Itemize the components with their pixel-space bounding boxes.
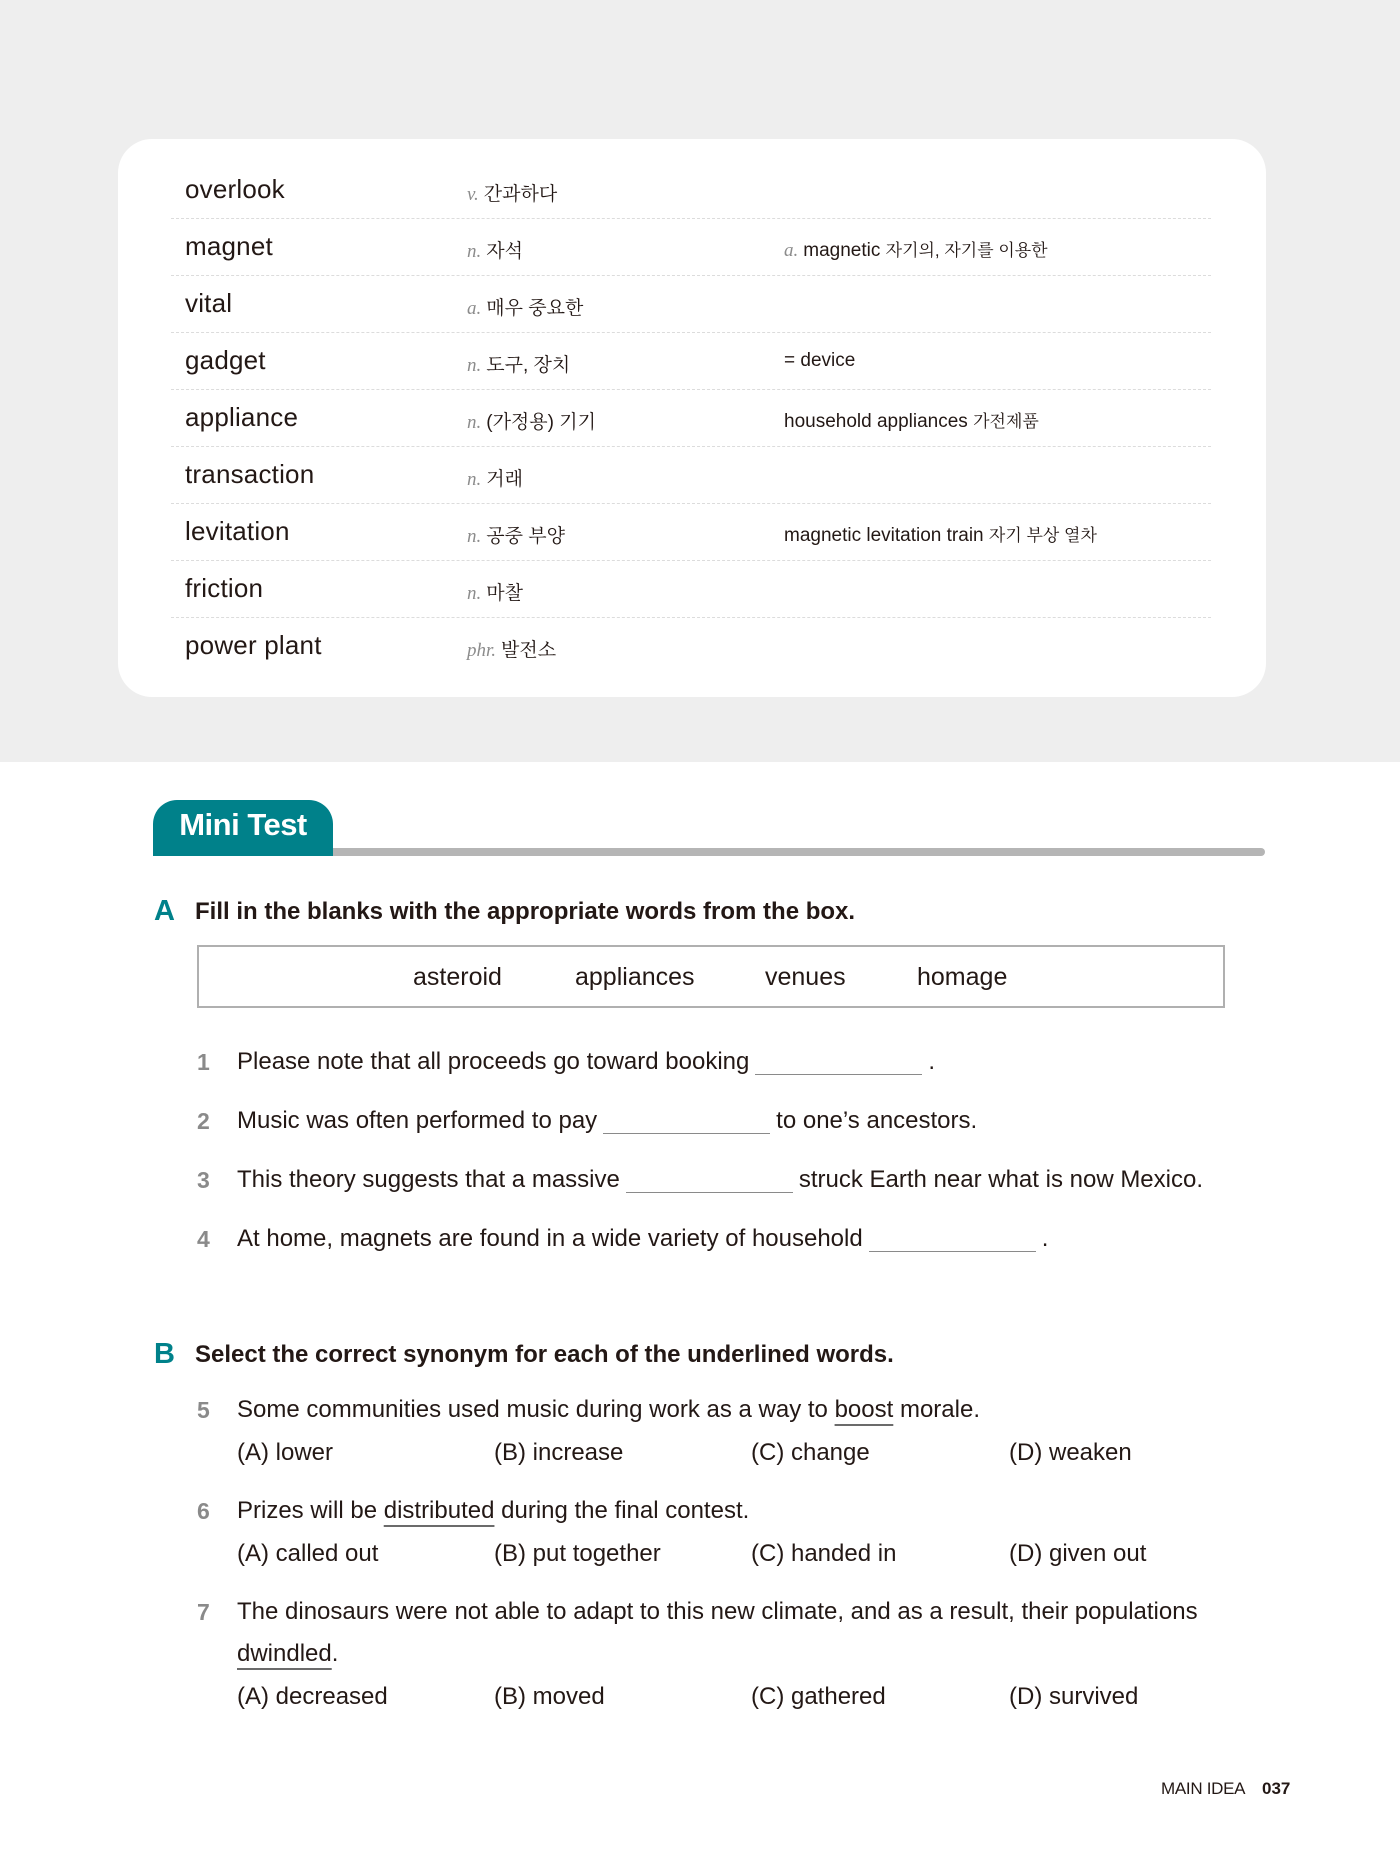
vocab-row [171,447,1211,504]
vocab-word: overlook [185,174,285,204]
word-box [197,945,1225,1008]
answer-blank[interactable] [755,1074,922,1075]
option-d[interactable]: (D) given out [1009,1540,1147,1567]
option-a[interactable]: (A) decreased [237,1683,388,1710]
section-a-instruction: Fill in the blanks with the appropriate words from the box. [195,898,856,925]
vocab-definition: n. 마찰 [467,583,523,604]
vocab-word: gadget [185,345,266,375]
vocab-row [171,390,1211,447]
vocab-row [171,162,1211,219]
section-b-letter: B [154,1338,175,1370]
vocab-definition: phr. 발전소 [467,640,557,661]
mini-test-divider [333,848,1265,856]
option-d[interactable]: (D) survived [1009,1683,1139,1710]
vocab-related: household appliances 가전제품 [784,411,1039,432]
vocab-word: vital [185,288,233,318]
footer-section-label: MAIN IDEA [1161,1779,1246,1798]
vocab-word: appliance [185,402,299,432]
section-a-letter: A [154,895,175,927]
question-number: 7 [197,1599,210,1625]
vocab-related: a. magnetic 자기의, 자기를 이용한 [784,240,1048,261]
vocab-definition: n. 거래 [467,469,523,490]
vocab-related: magnetic levitation train 자기 부상 열차 [784,525,1097,546]
word-box-item: asteroid [413,963,502,991]
vocab-definition: a. 매우 중요한 [467,298,584,319]
answer-blank[interactable] [626,1192,793,1193]
vocab-word: transaction [185,459,315,489]
answer-blank[interactable] [603,1133,770,1134]
vocab-row [171,561,1211,618]
question-text: Please note that all proceeds go toward booking . [237,1048,936,1075]
vocab-row [171,276,1211,333]
section-b-instruction: Select the correct synonym for each of the underlined words. [195,1341,894,1368]
question-text: At home, magnets are found in a wide variety of household . [237,1225,1049,1252]
vocabulary-card [118,139,1266,697]
vocab-word: magnet [185,231,273,261]
vocab-definition: n. 자석 [467,241,523,262]
vocab-row [171,333,1211,390]
page-number: 037 [1262,1779,1291,1798]
vocab-row [171,219,1211,276]
question-number: 6 [197,1498,210,1524]
question-text: Some communities used music during work as a way to boost morale. [237,1396,980,1423]
question-text: Prizes will be distributed during the final contest. [237,1497,750,1524]
vocab-word: power plant [185,630,322,660]
mini-test-tab: Mini Test [153,800,333,856]
option-b[interactable]: (B) moved [494,1683,605,1710]
vocab-row [171,618,1211,675]
option-c[interactable]: (C) handed in [751,1540,897,1567]
vocab-definition: n. 공중 부양 [467,526,565,547]
answer-blank[interactable] [869,1251,1036,1252]
vocab-word: levitation [185,516,290,546]
question-number: 1 [197,1049,210,1075]
word-box-item: venues [765,963,846,991]
underlined-word: dwindled [237,1640,332,1667]
question-number: 5 [197,1397,210,1423]
option-d[interactable]: (D) weaken [1009,1439,1132,1466]
question-text: This theory suggests that a massive struck Earth near what is now Mexico. [237,1166,1203,1193]
option-c[interactable]: (C) change [751,1439,870,1466]
question-text-continued: dwindled. [237,1640,339,1667]
option-a[interactable]: (A) called out [237,1540,379,1567]
vocab-row [171,504,1211,561]
option-c[interactable]: (C) gathered [751,1683,886,1710]
question-number: 2 [197,1108,210,1134]
option-a[interactable]: (A) lower [237,1439,334,1466]
question-text: Music was often performed to pay to one’s ancestors. [237,1107,978,1134]
option-b[interactable]: (B) put together [494,1540,661,1567]
vocab-definition: v. 간과하다 [467,184,558,205]
word-box-item: homage [917,963,1008,991]
underlined-word: boost [834,1396,894,1423]
question-number: 4 [197,1226,210,1252]
vocab-word: friction [185,573,264,603]
word-box-item: appliances [575,963,695,991]
vocab-definition: n. 도구, 장치 [467,355,571,376]
option-b[interactable]: (B) increase [494,1439,624,1466]
underlined-word: distributed [383,1497,495,1524]
question-text: The dinosaurs were not able to adapt to this new climate, and as a result, their populations [237,1598,1198,1625]
vocab-related: = device [784,350,856,371]
vocab-definition: n. (가정용) 기기 [467,412,596,433]
question-number: 3 [197,1167,210,1193]
